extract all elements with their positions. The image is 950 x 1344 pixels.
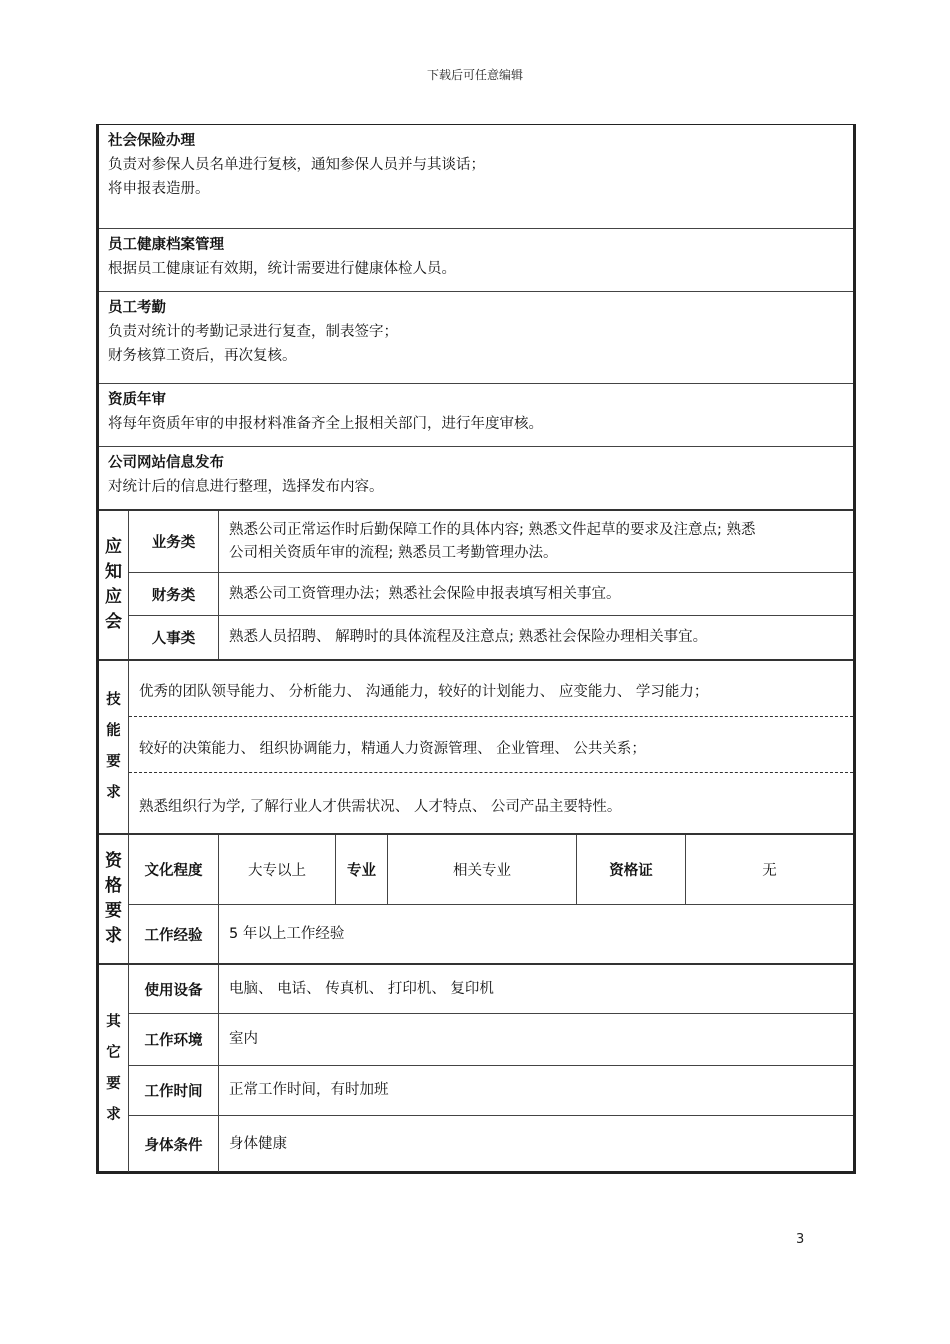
qualification-row-experience	[129, 905, 853, 963]
knowledge-row-hr	[129, 616, 853, 659]
qualification-label: 资 格 要 求	[99, 835, 129, 963]
knowledge-row-value: 熟悉人员招聘、 解聘时的具体流程及注意点; 熟悉社会保险办理相关事宜。	[229, 629, 708, 645]
knowledge-row-business	[129, 511, 853, 573]
qualification-row-education	[129, 835, 853, 905]
duty-section-website	[99, 447, 853, 511]
knowledge-row-label: 人事类	[129, 616, 219, 659]
knowledge-label: 应 知 应 会	[99, 511, 129, 659]
education-value: 大专以上	[219, 835, 336, 904]
knowledge-row-label: 财务类	[129, 573, 219, 615]
duty-line: 将申报表造册。	[108, 181, 210, 197]
skills-block	[99, 661, 853, 835]
knowledge-row-label: 业务类	[129, 511, 219, 572]
knowledge-row-value: 熟悉公司工资管理办法；熟悉社会保险申报表填写相关事宜。	[229, 585, 621, 602]
duty-title: 资质年审	[108, 392, 166, 408]
certificate-label: 资格证	[577, 835, 686, 904]
other-requirements-block	[99, 965, 853, 1172]
other-row-hours	[129, 1066, 853, 1116]
duty-section-annual-review	[99, 384, 853, 447]
certificate-value: 无	[762, 863, 777, 879]
duty-title: 社会保险办理	[108, 133, 195, 149]
duty-line: 根据员工健康证有效期，统计需要进行健康体检人员。	[108, 261, 456, 277]
experience-label: 工作经验	[129, 905, 219, 963]
duty-section-attendance	[99, 292, 853, 384]
major-value: 相关专业	[388, 835, 577, 904]
qualification-block	[99, 835, 853, 965]
knowledge-row-finance	[129, 573, 853, 616]
knowledge-block	[99, 511, 853, 661]
other-row-value: 室内	[229, 1031, 258, 1047]
other-row-equipment	[129, 965, 853, 1014]
duty-title: 员工考勤	[108, 300, 166, 316]
duty-line: 对统计后的信息进行整理，选择发布内容。	[108, 479, 384, 495]
other-label: 其 它 要 求	[99, 965, 129, 1172]
duty-line: 财务核算工资后，再次复核。	[108, 348, 297, 364]
other-row-label: 使用设备	[129, 965, 219, 1013]
other-row-label: 工作时间	[129, 1066, 219, 1115]
other-row-value: 正常工作时间，有时加班	[229, 1082, 389, 1098]
other-row-value: 身体健康	[229, 1135, 287, 1152]
page-number: 3	[796, 1232, 805, 1247]
other-row-environment	[129, 1014, 853, 1066]
job-description-table	[96, 124, 856, 1174]
other-row-health	[129, 1116, 853, 1172]
dashed-divider	[129, 772, 853, 773]
duty-section-health-records	[99, 229, 853, 292]
duty-title: 公司网站信息发布	[108, 455, 224, 471]
knowledge-row-value: 熟悉公司正常运作时后勤保障工作的具体内容; 熟悉文件起草的要求及注意点; 熟悉 公司相关资质年审的流程; 熟悉员工考勤管理办法。	[229, 521, 756, 561]
skills-label: 技 能 要 求	[99, 661, 129, 833]
duty-line: 将每年资质年审的申报材料准备齐全上报相关部门，进行年度审核。	[108, 416, 543, 432]
header-note: 下载后可任意编辑	[426, 68, 523, 82]
dashed-divider	[129, 716, 853, 717]
duty-title: 员工健康档案管理	[108, 237, 224, 253]
experience-value: 5 年以上工作经验	[229, 925, 345, 942]
other-row-label: 身体条件	[129, 1116, 219, 1172]
duty-section-social-insurance	[99, 125, 853, 229]
other-row-value: 电脑、 电话、 传真机、 打印机、 复印机	[229, 980, 494, 997]
duty-line: 负责对参保人员名单进行复核，通知参保人员并与其谈话；	[108, 157, 485, 173]
education-label: 文化程度	[129, 835, 219, 904]
duty-line: 负责对统计的考勤记录进行复查，制表签字；	[108, 324, 398, 340]
skill-line: 熟悉组织行为学, 了解行业人才供需状况、 人才特点、 公司产品主要特性。	[139, 799, 622, 815]
skill-line: 优秀的团队领导能力、 分析能力、 沟通能力，较好的计划能力、 应变能力、 学习能力；	[139, 684, 709, 700]
major-label: 专业	[336, 835, 388, 904]
skill-line: 较好的决策能力、 组织协调能力，精通人力资源管理、 企业管理、 公共关系；	[139, 741, 646, 757]
other-row-label: 工作环境	[129, 1014, 219, 1065]
